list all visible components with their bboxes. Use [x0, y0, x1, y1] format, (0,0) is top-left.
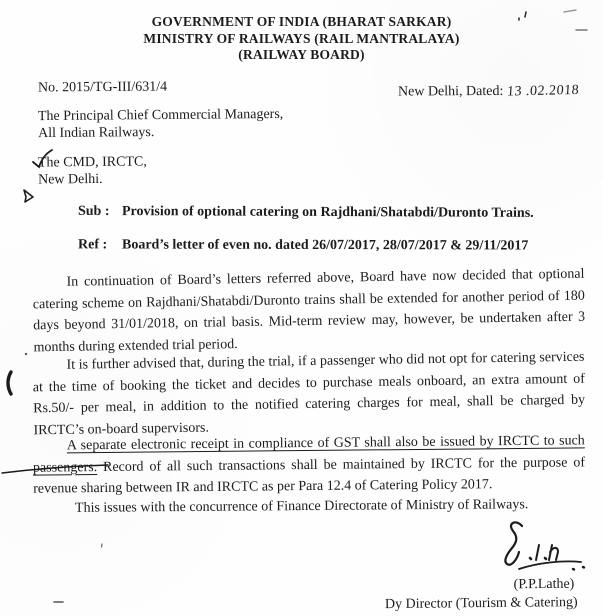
corner-specks: [516, 10, 530, 22]
subject-line: [78, 204, 583, 222]
stray-dash-right: [574, 27, 590, 33]
signatory-designation: Dy Director (Tourism & Catering): [384, 595, 578, 613]
handwritten-date: 13 .02.2018: [506, 82, 580, 100]
place-date-label: New Delhi, Dated:: [398, 83, 504, 100]
reference-line: [78, 237, 583, 254]
signatory-name: (P.P.Lathe): [513, 576, 575, 593]
handwritten-signature: [492, 520, 592, 574]
addressee-line: The Principal Chief Commercial Managers,: [37, 106, 284, 125]
stray-dash-top: [562, 8, 578, 14]
paragraph-extension-decision: In continuation of Board’s letters referred above, Board have now decided that optional catering scheme on Rajdhani/Shatabdi/Duronto trains shall be extended for another period of 180 days beyond 31/01/2018, on trial basis. Mid-term review may, however, be undertaken after 3 months during extended trial period.: [32, 266, 586, 355]
addressee-principal-ccm: [38, 107, 284, 142]
margin-pointer-mark: [20, 188, 36, 206]
subject-label: Sub :: [77, 203, 110, 220]
paragraph-finance-concurrence: This issues with the concurrence of Finance Directorate of Ministry of Railways.: [74, 497, 529, 516]
letterhead-line-2: MINISTRY OF RAILWAYS (RAIL MANTRALAYA): [143, 30, 460, 46]
margin-strike-line: [0, 460, 112, 478]
tick-mark: [30, 148, 56, 170]
subject-text: Provision of optional catering on Rajdhani/Shatabdi/Duronto Trains.: [121, 204, 534, 221]
place-and-date: [398, 84, 579, 101]
stray-speck: [24, 352, 28, 356]
addressee-line: New Delhi.: [38, 171, 103, 187]
addressee-line: All Indian Railways.: [38, 124, 155, 141]
letterhead-line-3: (RAILWAY BOARD): [238, 47, 365, 62]
reference-label: Ref :: [77, 237, 108, 253]
letterhead-line-1: GOVERNMENT OF INDIA (BHARAT SARKAR): [151, 14, 452, 29]
letterhead: [0, 14, 603, 64]
paragraph-extra-charge: It is further advised that, during the trial, if a passenger who did not opt for catering services at the time of booking the ticket and decides to purchase meals onboard, an extra amount of Rs.50/- per meal, in addition to the notified catering charges for meal, shall be charged by IRCTC’s on-board supervisors.: [32, 349, 586, 438]
underlined-gst-sentence: A separate electronic receipt in compliance of GST shall also be issued by IRCTC to such passengers.: [32, 433, 585, 476]
reference-text: Board’s letter of even no. dated 26/07/2017, 28/07/2017 & 29/11/2017: [121, 237, 529, 254]
stray-speck-2: [100, 543, 104, 549]
letter-number: No. 2015/TG-III/631/4: [37, 79, 168, 96]
stray-dash-bottom: [52, 599, 66, 605]
paragraph-gst-receipt: [33, 430, 586, 500]
addressee-line: The CMD, IRCTC,: [37, 154, 147, 171]
margin-bracket-mark: [4, 370, 16, 396]
paragraph-gst-rest: Record of all such transactions shall be maintained by IRCTC for the purpose of revenue sharing between IR and IRCTC as per Para 12.4 of Catering Policy 2017.: [33, 454, 586, 497]
